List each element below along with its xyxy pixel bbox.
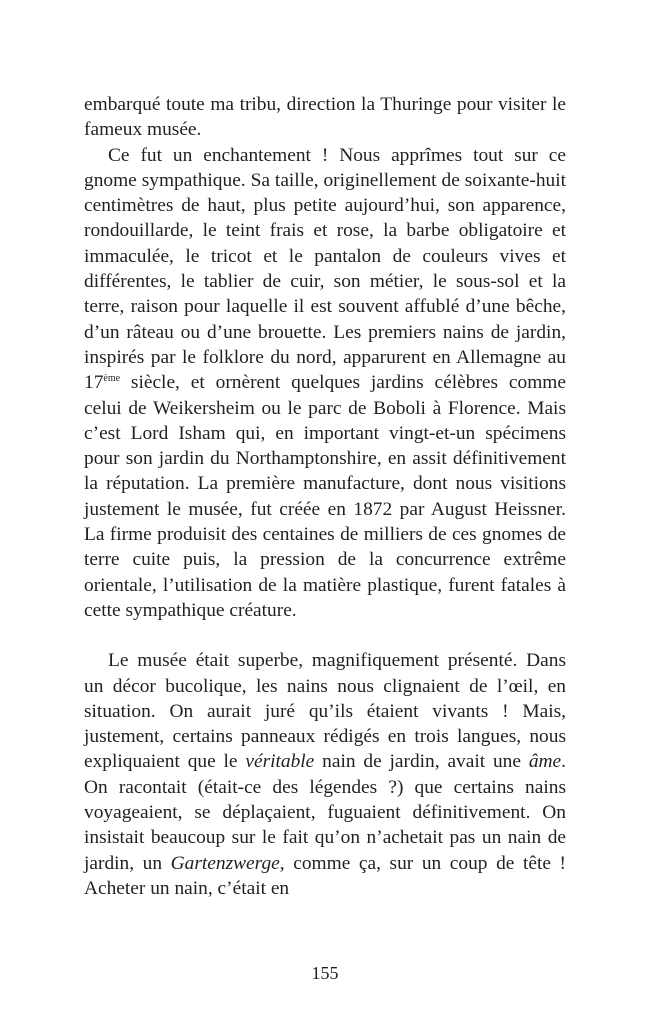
italic-gartenzwerge: Gartenzwerge,	[170, 852, 285, 874]
paragraph-3-text-a: Le musée était superbe, magnifiquement présenté. Dans un décor bucolique, les nains nous clignaient de l’œil, en situation. On aurait juré qu’ils étaient vivants ! Mais, justement, certains panneaux rédigés en trois langues, nous expliquaient que le	[84, 650, 566, 773]
page-number: 155	[311, 963, 339, 983]
paragraph-2	[84, 143, 566, 624]
paragraph-spacer	[84, 623, 566, 648]
paragraph-1-text: embarqué toute ma tribu, direction la Thuringe pour visiter le fameux musée.	[84, 94, 566, 141]
paragraph-3-text-b: nain de jardin, avait une	[314, 751, 529, 773]
paragraph-3-text-d: comme ça, sur un coup de tête ! Acheter un nain, c’était en	[84, 852, 566, 899]
paragraph-2-text-a: Ce fut un enchantement ! Nous apprîmes tout sur ce gnome sympathique. Sa taille, originellement de soixante-huit centimètres de haut, plus petite aujourd’hui, son apparence, rondouillarde, le teint frais et rose, la barbe obligatoire et immaculée, le tricot et le pantalon de couleurs vives et différentes, le tablier de cuir, son métier, le sous-sol et la terre, raison pour laquelle il est souvent affublé d’une bêche, d’un râteau ou d’une brouette. Les premiers nains de jardin, inspirés par le folklore du nord, apparurent en Allemagne au 17	[84, 144, 566, 394]
paragraph-3-text-c: . On racontait (était-ce des légendes ?) que certains nains voyageaient, se déplaçaient, fuguaient définitivement. On insistait beaucoup sur le fait qu’on n’achetait pas un nain de jardin, un	[84, 751, 566, 874]
body-text	[84, 92, 566, 901]
italic-ame: âme	[528, 751, 562, 773]
paragraph-3	[84, 648, 566, 901]
ordinal-superscript: ème	[103, 373, 121, 385]
paragraph-1	[84, 92, 566, 143]
italic-veritable: véritable	[245, 751, 315, 773]
paragraph-2-text-b: siècle, et ornèrent quelques jardins célèbres comme celui de Weikersheim ou le parc de Boboli à Florence. Mais c’est Lord Isham qui, en important vingt-et-un spécimens pour son jardin du Northamptonshire, en assit définitivement la réputation. La première manufacture, dont nous visitions justement le musée, fut créée en 1872 par August Heissner. La firme produisit des centaines de milliers de ces gnomes de terre cuite puis, la pression de la concurrence extrême orientale, l’utilisation de la matière plastique, furent fatales à cette sympathique créature.	[84, 372, 566, 621]
